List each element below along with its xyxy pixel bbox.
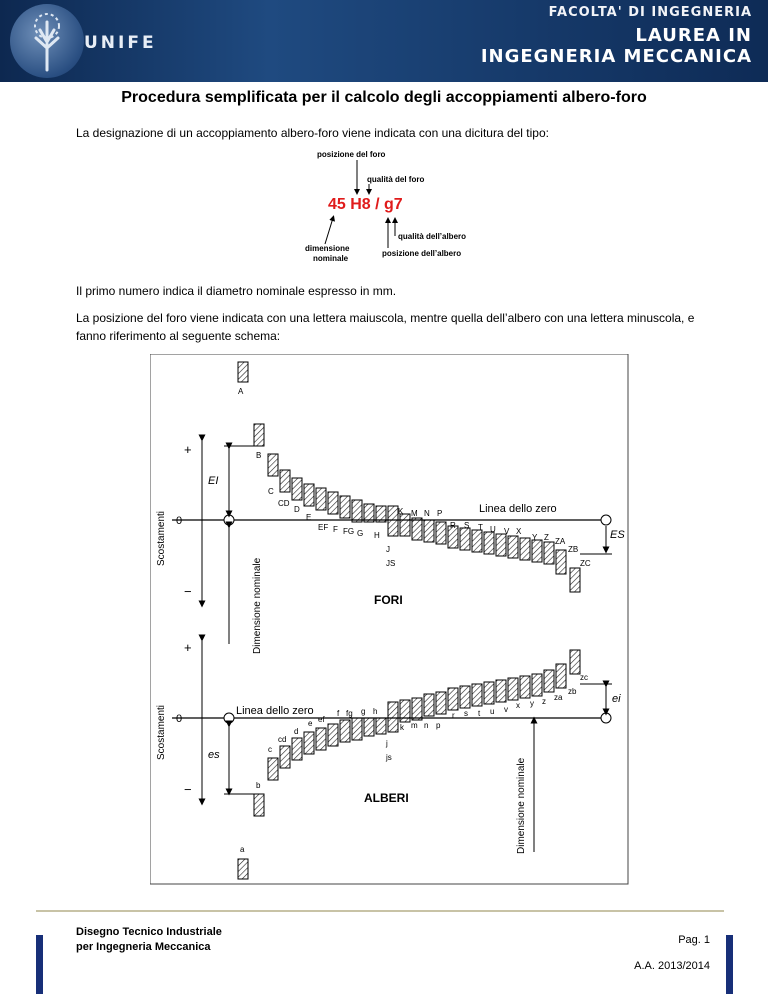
logo-text: UNIFE — [84, 33, 157, 53]
ei-label: EI — [208, 475, 219, 487]
page-number: Pag. 1 — [678, 934, 710, 946]
shaft-letter-t: t — [478, 709, 481, 718]
shaft-letter-u: u — [490, 707, 495, 716]
hole-letter-R: R — [450, 521, 456, 530]
shaft-letter-x: x — [516, 701, 520, 710]
hole-letter-ZC: ZC — [580, 559, 591, 568]
hole-letter-JS: JS — [386, 559, 396, 568]
footer-bar-right — [726, 935, 733, 994]
tree-icon — [10, 4, 84, 78]
course-name — [76, 925, 222, 955]
course-line-1: Disegno Tecnico Industriale — [76, 926, 222, 938]
hole-letter-H: H — [374, 531, 380, 540]
shaft-letter-c: c — [268, 745, 272, 754]
shaft-letter-m: m — [411, 721, 418, 730]
hole-letter-D: D — [294, 505, 300, 514]
hole-letter-V: V — [504, 527, 510, 536]
shaft-letter-d: d — [294, 727, 299, 736]
hole-letter-ZB: ZB — [568, 545, 579, 554]
holes-plus-sign: + — [184, 442, 192, 457]
hole-letter-B: B — [256, 451, 262, 460]
nominal-label-1: dimensione — [305, 244, 350, 253]
shaft-letter-za: za — [554, 693, 563, 702]
nominal-label-2: nominale — [313, 254, 349, 263]
hole-letter-S: S — [464, 521, 470, 530]
tolerance-diagram — [150, 354, 630, 886]
holes-zero-line-label: Linea dello zero — [479, 503, 557, 515]
hole-letter-EF: EF — [318, 523, 329, 532]
hole-letter-Y: Y — [532, 533, 538, 542]
shaft-letter-f: f — [337, 709, 340, 718]
course-line-2: per Ingegneria Meccanica — [76, 941, 211, 953]
designation-figure — [295, 148, 485, 268]
shaft-letter-zb: zb — [568, 687, 577, 696]
holes-zero: 0 — [176, 515, 183, 527]
degree-line-2: INGEGNERIA MECCANICA — [480, 46, 752, 67]
faculty-name: FACOLTA' DI INGEGNERIA — [548, 5, 752, 20]
footer-bar-left — [36, 935, 43, 994]
shafts-zero-line-label: Linea dello zero — [236, 705, 314, 717]
shaft-letter-v: v — [504, 705, 508, 714]
shaft-letter-h: h — [373, 707, 378, 716]
hole-letter-C: C — [268, 487, 274, 496]
page-title: Procedura semplificata per il calcolo degli accoppiamenti albero-foro — [121, 89, 647, 106]
hole-letter-FG: FG — [343, 527, 355, 536]
shaft-letter-k: k — [400, 723, 404, 732]
hole-position-label: posizione del foro — [317, 150, 386, 159]
hole-letter-CD: CD — [278, 499, 290, 508]
shafts-minus-sign: − — [184, 782, 192, 797]
shaft-letter-cd: cd — [278, 735, 287, 744]
paragraph-nominal: Il primo numero indica il diametro nominale espresso in mm. — [76, 284, 397, 298]
header-banner — [0, 0, 768, 82]
shaft-letter-e: e — [308, 719, 313, 728]
shaft-letter-b: b — [256, 781, 261, 790]
hole-letter-J: J — [386, 545, 390, 554]
academic-year: A.A. 2013/2014 — [634, 960, 710, 972]
shaft-position-label: posizione dell’albero — [382, 249, 462, 258]
hole-quality-label: qualità del foro — [367, 175, 425, 184]
designation-code: 45 H8 / g7 — [328, 196, 403, 213]
shaft-letter-g: g — [361, 707, 366, 716]
hole-letter-A: A — [238, 387, 244, 396]
shaft-letter-fg: fg — [346, 709, 353, 718]
shaft-quality-label: qualità dell’albero — [398, 232, 467, 241]
hole-letter-G: G — [357, 529, 364, 538]
shafts-nominal-label: Dimensione nominale — [516, 757, 527, 854]
hole-letter-E: E — [306, 513, 312, 522]
hole-letter-ZA: ZA — [555, 537, 566, 546]
holes-minus-sign: − — [184, 584, 192, 599]
shaft-letter-p: p — [436, 721, 441, 730]
degree-line-1: LAUREA IN — [635, 25, 752, 46]
shafts-section-title: ALBERI — [364, 791, 409, 805]
hole-letter-T: T — [478, 523, 483, 532]
shaft-letter-j: j — [386, 739, 388, 748]
holes-axis-label: Scostamenti — [156, 510, 167, 566]
holes-section-title: FORI — [374, 593, 403, 607]
holes-nominal-label: Dimensione nominale — [252, 557, 263, 654]
shaft-letter-n: n — [424, 721, 429, 730]
intro-paragraph: La designazione di un accoppiamento albero-foro viene indicata con una dicitura del tipo: — [76, 126, 549, 140]
footer-divider — [36, 910, 724, 912]
shaft-letter-a: a — [240, 845, 245, 854]
shaft-ei-label: ei — [612, 693, 621, 705]
designation-arrows — [295, 148, 485, 268]
shaft-letter-ef: ef — [318, 715, 325, 724]
paragraph-positions: La posizione del foro viene indicata con una lettera maiuscola, mentre quella dell’albero con una lettera minuscola, e fanno riferimento al seguente schema: — [76, 311, 695, 343]
hole-letter-N: N — [424, 509, 430, 518]
hole-letter-X: X — [516, 527, 522, 536]
shaft-es-label: es — [208, 749, 220, 761]
es-label: ES — [610, 529, 625, 541]
shaft-letter-z: z — [542, 697, 546, 706]
hole-letter-Z: Z — [544, 533, 549, 542]
shaft-letter-r: r — [452, 711, 455, 720]
shafts-axis-label: Scostamenti — [156, 704, 167, 760]
shaft-letter-js: js — [386, 753, 392, 762]
shafts-plus-sign: + — [184, 640, 192, 655]
shaft-letter-s: s — [464, 709, 468, 718]
hole-letter-F: F — [333, 525, 338, 534]
shafts-zero: 0 — [176, 713, 183, 725]
shaft-letter-zc: zc — [580, 673, 588, 682]
shaft-letter-y: y — [530, 699, 534, 708]
hole-letter-P: P — [437, 509, 443, 518]
hole-letter-U: U — [490, 525, 496, 534]
hole-letter-M: M — [411, 509, 418, 518]
hole-letter-K: K — [398, 507, 404, 516]
unife-logo — [10, 4, 84, 78]
shafts-bars — [172, 638, 612, 879]
